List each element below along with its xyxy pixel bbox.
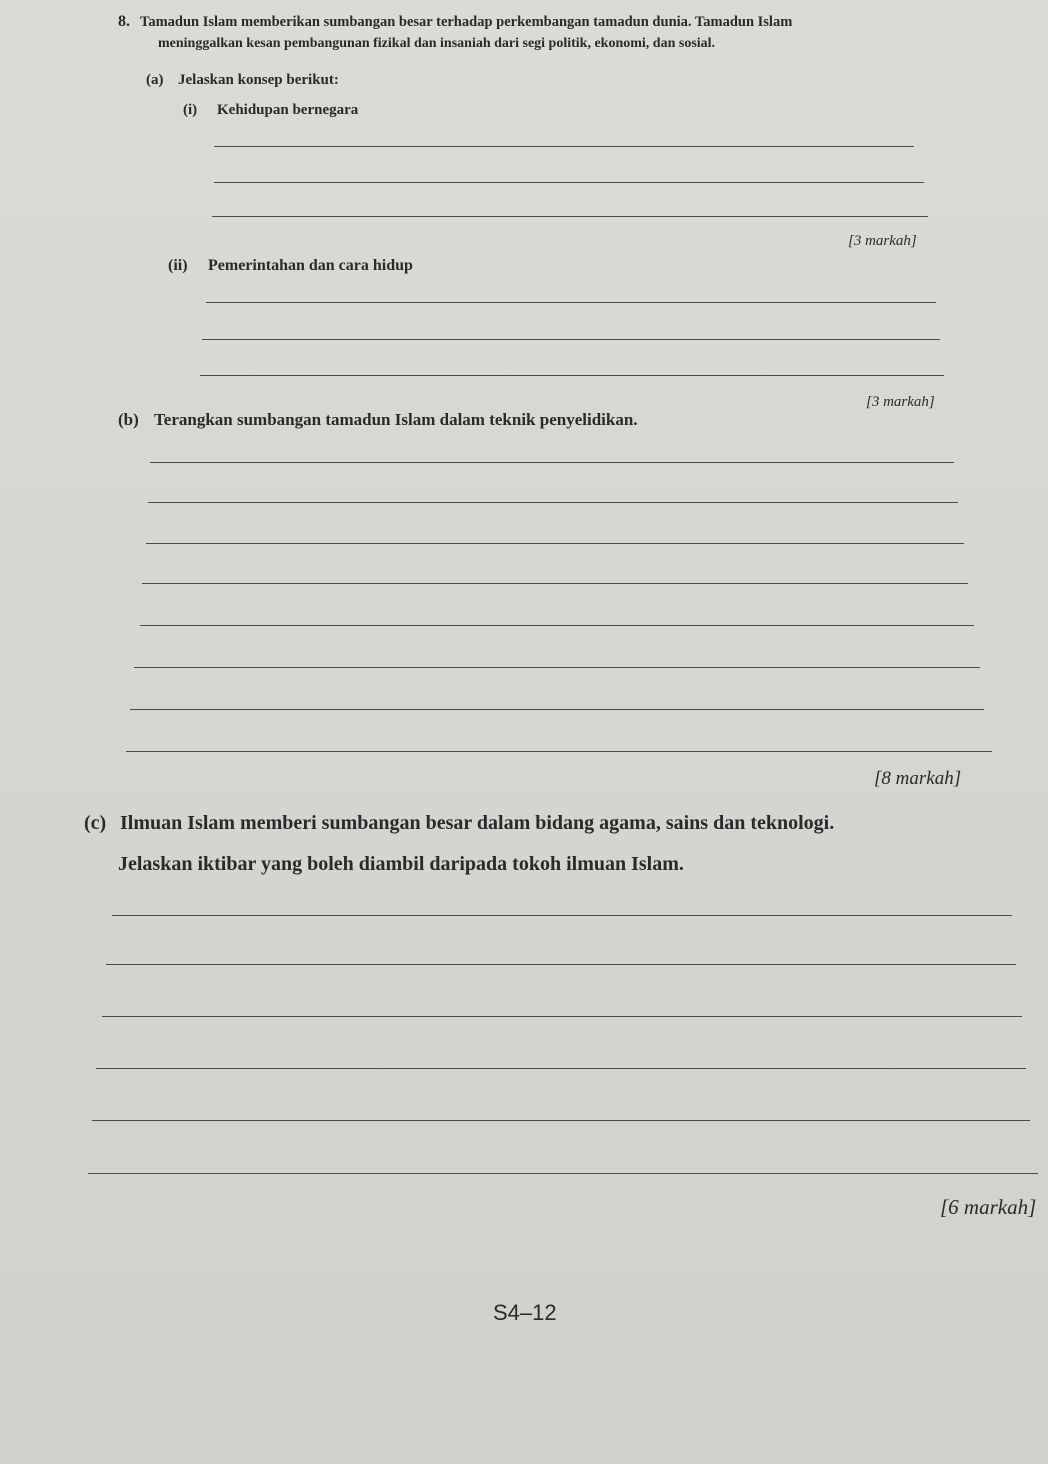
marks-a-ii: [3 markah] bbox=[866, 394, 935, 410]
part-b-label: (b) bbox=[118, 410, 139, 429]
part-b-text: Terangkan sumbangan tamadun Islam dalam teknik penyelidikan. bbox=[154, 410, 638, 429]
answer-line[interactable] bbox=[148, 502, 958, 503]
answer-line[interactable] bbox=[212, 216, 928, 217]
answer-line[interactable] bbox=[130, 709, 984, 710]
answer-line[interactable] bbox=[146, 543, 964, 544]
marks-b: [8 markah] bbox=[874, 768, 962, 789]
part-c-text1: Ilmuan Islam memberi sumbangan besar dalam bidang agama, sains dan teknologi. bbox=[120, 812, 835, 834]
part-a-ii-text: Pemerintahan dan cara hidup bbox=[208, 257, 413, 274]
question-intro-line1: Tamadun Islam memberikan sumbangan besar terhadap perkembangan tamadun dunia. Tamadun Islam bbox=[140, 14, 793, 30]
answer-line[interactable] bbox=[206, 302, 936, 303]
part-a-i-label: (i) bbox=[183, 102, 198, 118]
marks-c: [6 markah] bbox=[940, 1195, 1037, 1219]
part-a-prompt: Jelaskan konsep berikut: bbox=[178, 72, 339, 88]
page-code: S4–12 bbox=[493, 1300, 557, 1325]
answer-line[interactable] bbox=[134, 667, 980, 668]
part-a-ii-label: (ii) bbox=[168, 257, 188, 274]
answer-line[interactable] bbox=[92, 1120, 1030, 1121]
answer-line[interactable] bbox=[142, 583, 968, 584]
answer-line[interactable] bbox=[88, 1173, 1038, 1174]
answer-line[interactable] bbox=[150, 462, 954, 463]
question-intro-line2: meninggalkan kesan pembangunan fizikal dan insaniah dari segi politik, ekonomi, dan sosial. bbox=[158, 36, 716, 51]
part-c-text2: Jelaskan iktibar yang boleh diambil daripada tokoh ilmuan Islam. bbox=[118, 853, 684, 875]
part-c-label: (c) bbox=[84, 812, 107, 834]
part-a-i-text: Kehidupan bernegara bbox=[217, 102, 359, 118]
part-a-label: (a) bbox=[146, 72, 164, 88]
answer-line[interactable] bbox=[140, 625, 974, 626]
answer-line[interactable] bbox=[202, 339, 940, 340]
marks-a-i: [3 markah] bbox=[848, 233, 917, 249]
answer-line[interactable] bbox=[96, 1068, 1026, 1069]
question-number: 8. bbox=[118, 13, 130, 30]
answer-line[interactable] bbox=[214, 146, 914, 147]
answer-line[interactable] bbox=[200, 375, 944, 376]
answer-line[interactable] bbox=[106, 964, 1016, 965]
answer-line[interactable] bbox=[112, 915, 1012, 916]
answer-line[interactable] bbox=[102, 1016, 1022, 1017]
answer-line[interactable] bbox=[126, 751, 992, 752]
answer-line[interactable] bbox=[214, 182, 924, 183]
